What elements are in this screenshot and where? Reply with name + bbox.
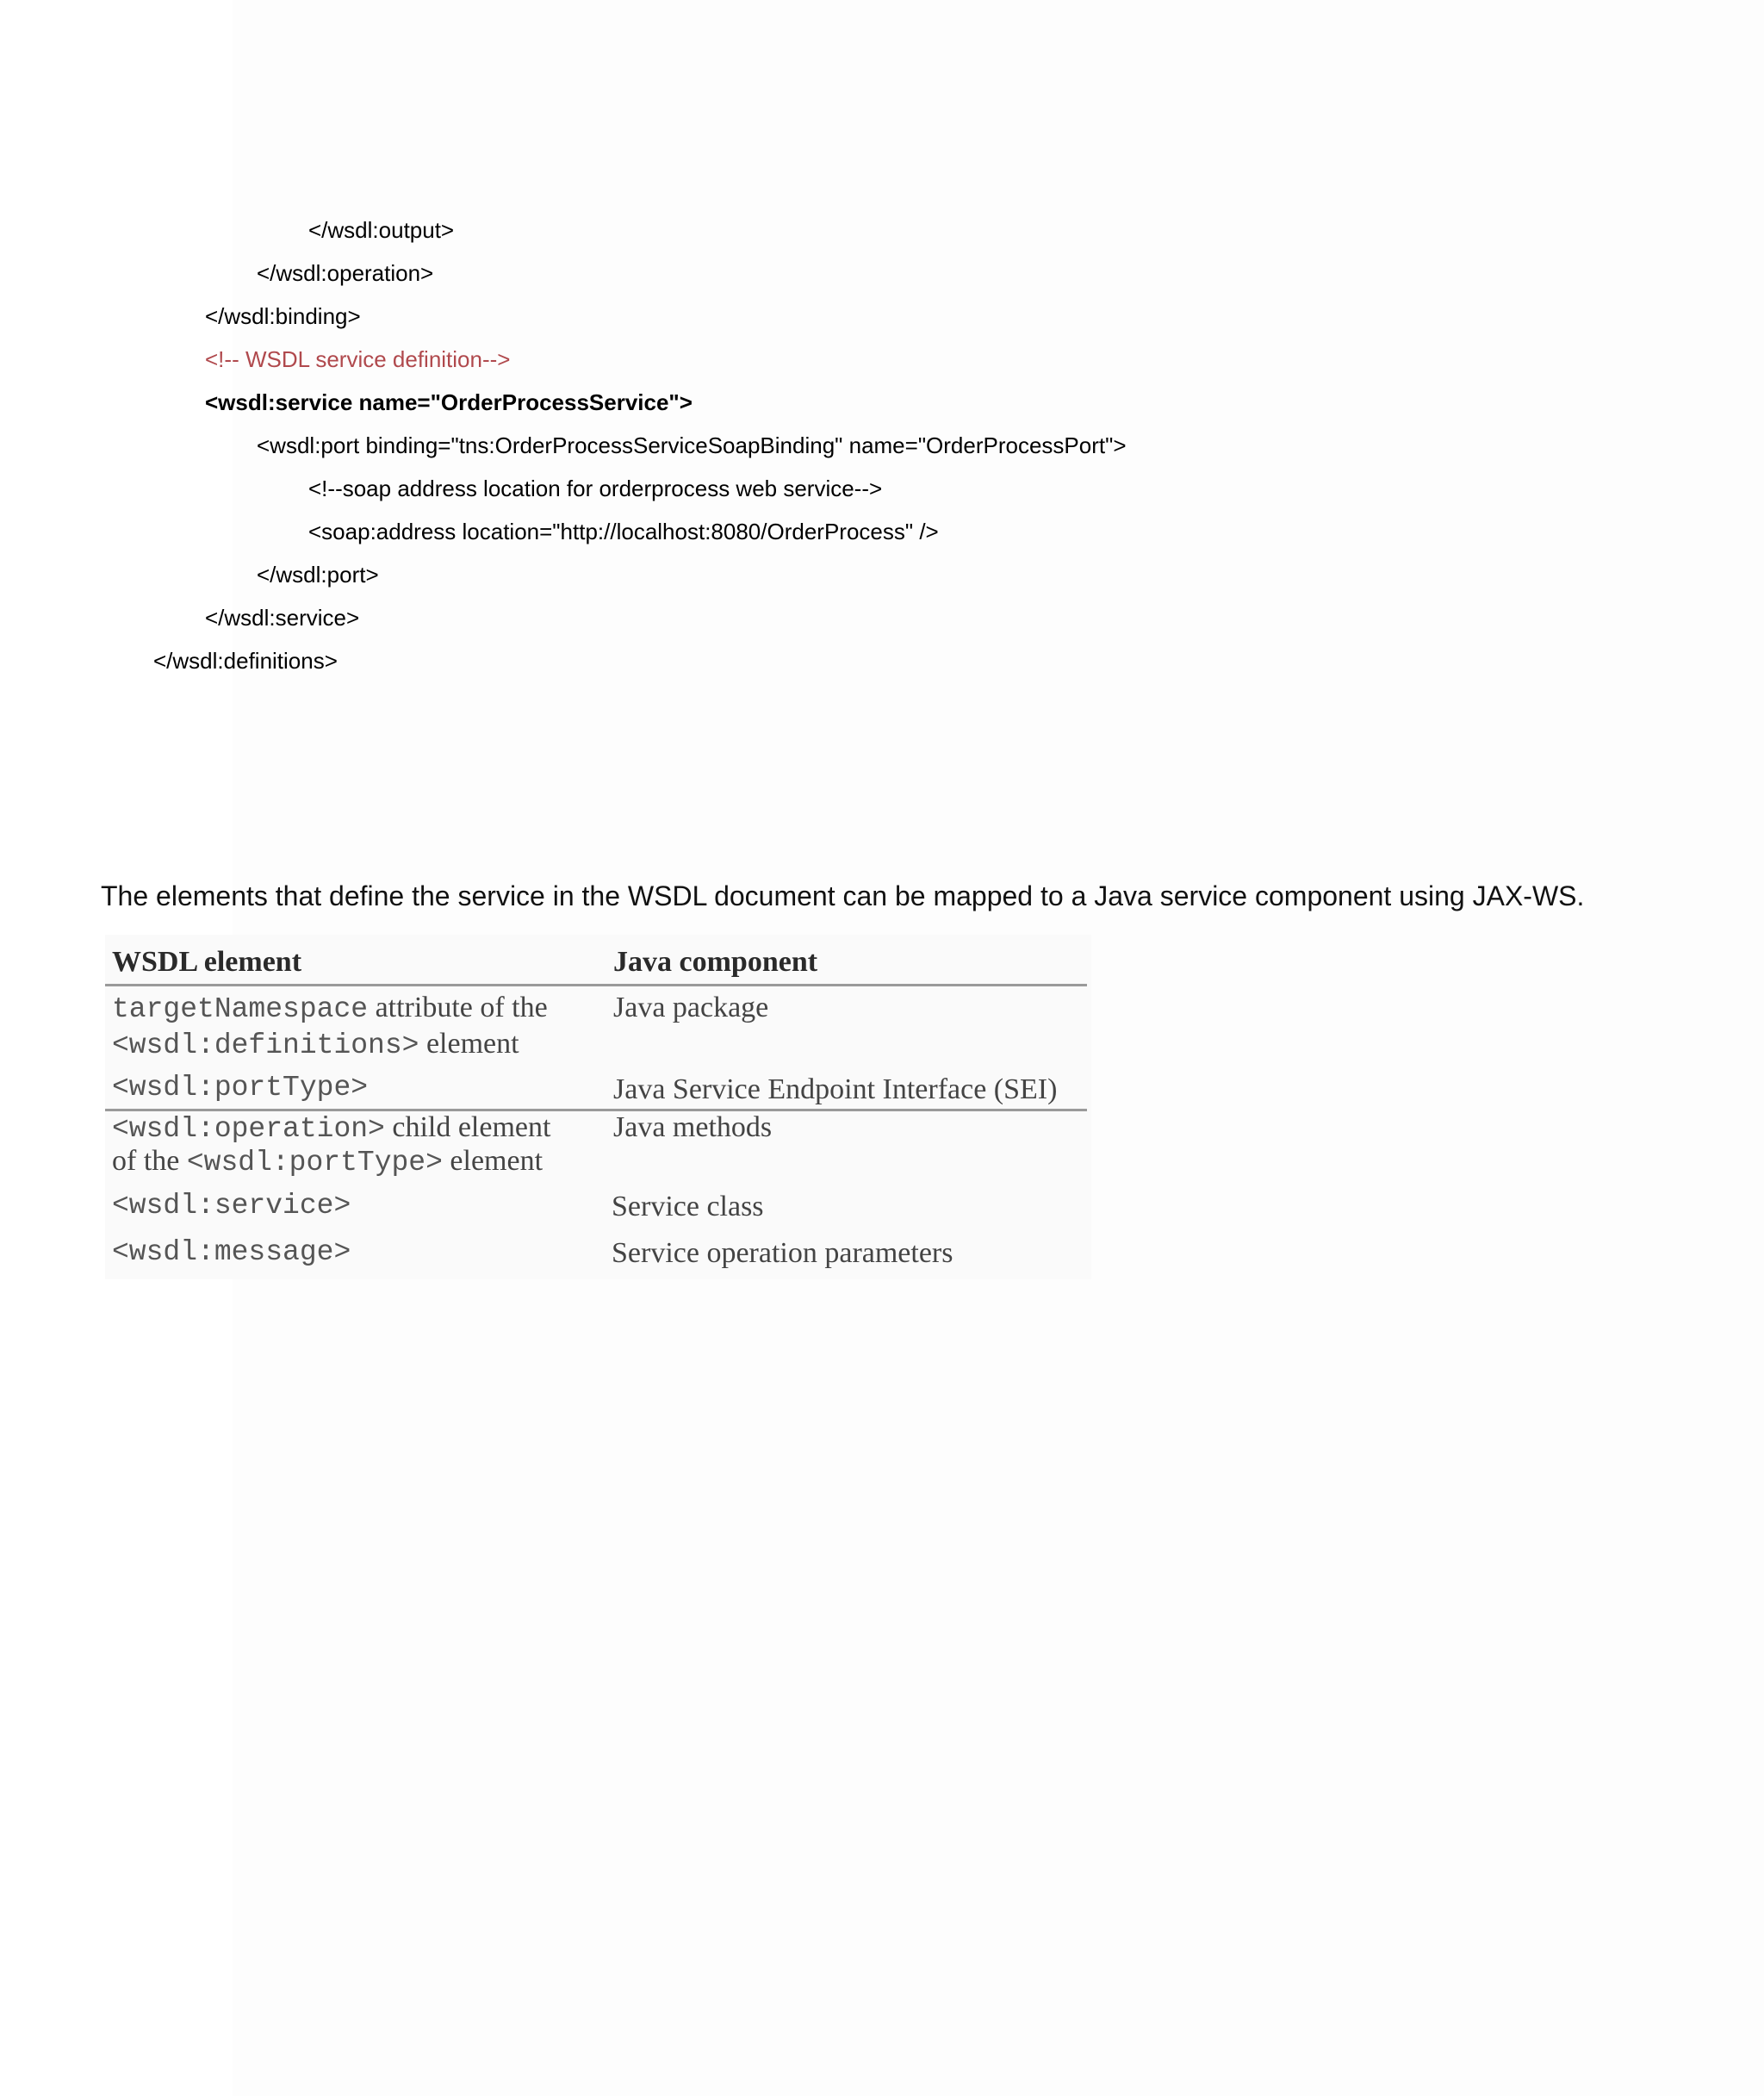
header-rule: [105, 984, 1087, 986]
table-cell-java: Java Service Endpoint Interface (SEI): [613, 1073, 1058, 1105]
code-line-service: <wsdl:service name="OrderProcessService">: [205, 389, 693, 415]
table-cell-wsdl: <wsdl:portType>: [112, 1072, 369, 1104]
table-cell-wsdl: targetNamespace attribute of the: [112, 992, 548, 1025]
table-cell-java: Java methods: [613, 1111, 773, 1143]
table-header-java: Java component: [613, 946, 818, 978]
code-line: <!--soap address location for orderprocess web service-->: [308, 476, 883, 501]
code-line: </wsdl:operation>: [257, 260, 434, 286]
mapping-table: [105, 935, 1091, 1279]
table-cell-wsdl: <wsdl:definitions> element: [112, 1028, 519, 1061]
table-cell-wsdl: <wsdl:operation> child element: [112, 1111, 551, 1145]
code-comment: <!-- WSDL service definition-->: [205, 346, 511, 372]
intro-paragraph: The elements that define the service in the WSDL document can be mapped to a Java service component using JAX-WS.: [101, 880, 1585, 911]
code-line: </wsdl:definitions>: [153, 648, 338, 674]
code-line: </wsdl:output>: [308, 217, 455, 243]
table-cell-java: Java package: [613, 992, 769, 1023]
code-line: </wsdl:binding>: [205, 303, 361, 329]
code-line: <soap:address location="http://localhost:8080/OrderProcess" />: [308, 519, 939, 544]
table-header-wsdl: WSDL element: [112, 946, 302, 978]
table-cell-wsdl: <wsdl:message>: [112, 1236, 351, 1268]
table-cell-wsdl: <wsdl:service>: [112, 1190, 351, 1222]
table-cell-java: Service class: [612, 1191, 764, 1222]
table-cell-wsdl: of the <wsdl:portType> element: [112, 1145, 543, 1179]
code-line: <wsdl:port binding="tns:OrderProcessServiceSoapBinding" name="OrderProcessPort">: [257, 432, 1127, 458]
code-line: </wsdl:port>: [257, 562, 379, 588]
code-line: </wsdl:service>: [205, 605, 360, 631]
table-cell-java: Service operation parameters: [612, 1237, 953, 1269]
